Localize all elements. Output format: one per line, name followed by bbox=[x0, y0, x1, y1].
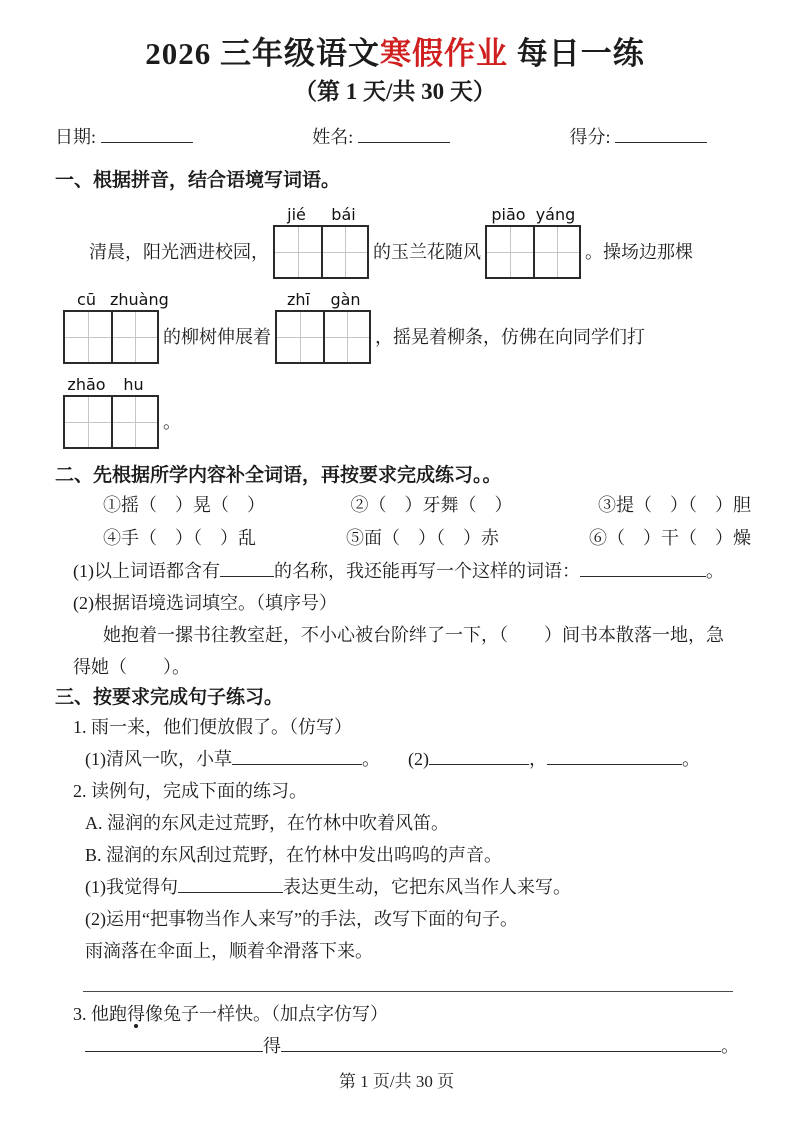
sec3-q2-rewrite-sentence: 雨滴落在伞面上，顺着伞滑落下来。 bbox=[85, 941, 373, 961]
q1-sub1-end: 。 bbox=[362, 749, 380, 769]
pinyin-syllable: bái bbox=[331, 205, 356, 224]
sec3-q2-sub1 bbox=[85, 871, 735, 903]
q3-answer-mid: 得 bbox=[263, 1036, 281, 1056]
name-field bbox=[312, 124, 450, 150]
answer-blank bbox=[232, 750, 362, 765]
sec2-question-2-text: 她抱着一摞书往教室赶，不小心被台阶绊了一下，（ ）间书本散落一地，急 bbox=[103, 625, 724, 645]
writing-cell bbox=[323, 312, 369, 362]
info-row bbox=[55, 124, 735, 150]
name-label: 姓名: bbox=[312, 127, 354, 147]
q3-stem-post: 像兔子一样快。（加点字仿写） bbox=[145, 1004, 388, 1024]
idiom-item: ④手（ ）（ ）乱 bbox=[103, 528, 256, 548]
pinyin-syllable: zhuàng bbox=[110, 290, 169, 309]
q1-part2: 的名称，我还能再写一个这样的词语： bbox=[274, 561, 580, 581]
title-prefix: 2026 三年级语文 bbox=[145, 36, 380, 71]
page-indicator: 第 1 页/共 30 页 bbox=[338, 1072, 455, 1091]
idiom-item: ①摇（ ）晃（ ） bbox=[103, 495, 265, 515]
sec3-q2-stem: 2. 读例句，完成下面的练习。 bbox=[73, 781, 307, 801]
score-label: 得分: bbox=[569, 127, 611, 147]
pinyin-row-2 bbox=[55, 289, 735, 364]
date-blank bbox=[101, 128, 193, 143]
page-title bbox=[55, 34, 735, 74]
q1-sub2-mid: ， bbox=[529, 749, 547, 769]
writing-cell bbox=[65, 397, 111, 447]
q3-dotted-char: 得 bbox=[127, 1004, 145, 1024]
section-one-heading: 一、根据拼音，结合语境写词语。 bbox=[55, 170, 341, 191]
answer-blank bbox=[220, 562, 274, 577]
pinyin-syllable: jié bbox=[287, 205, 306, 224]
row3-text1: 。 bbox=[163, 412, 181, 432]
row2-text2: ，摇晃着柳条，仿佛在向同学们打 bbox=[375, 327, 645, 347]
q1-sub1-pre: (1)清风一吹，小草 bbox=[85, 749, 232, 769]
answer-blank bbox=[178, 878, 283, 893]
title-highlight: 寒假作业 bbox=[380, 36, 508, 71]
pinyin-syllable: piāo bbox=[491, 205, 526, 224]
row2-text1: 的柳树伸展着 bbox=[163, 327, 271, 347]
pinyin-syllable: yáng bbox=[535, 205, 576, 224]
sec3-q2-example-b: B. 湿润的东风刮过荒野，在竹林中发出呜呜的声音。 bbox=[85, 845, 503, 865]
idiom-item: ②（ ）牙舞（ ） bbox=[350, 495, 513, 515]
sec2-question-2-stem: (2)根据语境选词填空。（填序号） bbox=[73, 593, 337, 613]
writing-grid bbox=[63, 395, 159, 449]
answer-blank bbox=[429, 750, 529, 765]
q2-sub1-pre: (1)我觉得句 bbox=[85, 877, 178, 897]
sec3-q1-stem: 1. 雨一来，他们便放假了。（仿写） bbox=[73, 717, 352, 737]
title-suffix: 每日一练 bbox=[508, 36, 645, 71]
idiom-item: ⑥（ ）干（ ）燥 bbox=[589, 528, 751, 548]
writing-cell bbox=[111, 397, 157, 447]
pinyin-syllable: cū bbox=[77, 290, 96, 309]
writing-boxes-cu-zhuang bbox=[63, 289, 169, 364]
writing-boxes-zhao-hu bbox=[63, 374, 159, 449]
pinyin-labels bbox=[485, 204, 581, 225]
pinyin-syllable: hu bbox=[123, 375, 144, 394]
idiom-item: ⑤面（ ）（ ）赤 bbox=[346, 528, 499, 548]
answer-blank bbox=[85, 1037, 263, 1052]
q1-sub2-pre: (2) bbox=[408, 749, 429, 769]
sec3-q2-example-a: A. 湿润的东风走过荒野，在竹林中吹着风笛。 bbox=[85, 813, 449, 833]
writing-boxes-piao-yang bbox=[485, 204, 581, 279]
row1-text3: 。操场边那棵 bbox=[585, 242, 693, 262]
sec3-q3-answer bbox=[85, 1030, 739, 1062]
pinyin-row-3 bbox=[55, 374, 735, 449]
score-blank bbox=[615, 128, 707, 143]
date-field bbox=[55, 124, 193, 150]
q1-part1: (1)以上词语都含有 bbox=[73, 561, 220, 581]
q3-stem-pre: 3. 他跑 bbox=[73, 1004, 127, 1024]
sec3-q3-stem bbox=[73, 998, 735, 1030]
writing-cell bbox=[277, 312, 323, 362]
answer-blank bbox=[547, 750, 682, 765]
answer-line bbox=[83, 991, 733, 992]
writing-cell bbox=[111, 312, 157, 362]
pinyin-labels bbox=[275, 289, 371, 310]
q2-sub1-post: 表达更生动，它把东风当作人来写。 bbox=[283, 877, 571, 897]
sec3-q1-subline bbox=[85, 743, 735, 775]
sec2-question-1 bbox=[73, 555, 735, 587]
score-field bbox=[569, 124, 707, 150]
answer-blank bbox=[281, 1037, 721, 1052]
writing-grid bbox=[63, 310, 159, 364]
writing-boxes-jie-bai bbox=[273, 204, 369, 279]
row1-text2: 的玉兰花随风 bbox=[373, 242, 481, 262]
idiom-row-2 bbox=[103, 522, 751, 555]
row1-text1: 清晨，阳光洒进校园， bbox=[89, 242, 269, 262]
pinyin-labels bbox=[63, 374, 159, 395]
pinyin-syllable: gàn bbox=[330, 290, 361, 309]
writing-grid bbox=[273, 225, 369, 279]
pinyin-labels bbox=[273, 204, 369, 225]
q3-answer-end: 。 bbox=[721, 1036, 739, 1056]
date-label: 日期: bbox=[55, 127, 97, 147]
pinyin-syllable: zhī bbox=[287, 290, 310, 309]
q1-end: 。 bbox=[706, 561, 724, 581]
sec3-q2-sub2: (2)运用“把事物当作人来写”的手法，改写下面的句子。 bbox=[85, 909, 518, 929]
writing-cell bbox=[65, 312, 111, 362]
section-three-heading: 三、按要求完成句子练习。 bbox=[55, 687, 284, 708]
pinyin-row-1 bbox=[55, 204, 735, 279]
writing-cell bbox=[487, 227, 533, 277]
writing-boxes-zhi-gan bbox=[275, 289, 371, 364]
writing-cell bbox=[275, 227, 321, 277]
q1-sub2-end: 。 bbox=[682, 749, 700, 769]
name-blank bbox=[358, 128, 450, 143]
pinyin-syllable: zhāo bbox=[67, 375, 106, 394]
section-two-heading: 二、先根据所学内容补全词语，再按要求完成练习。。 bbox=[55, 465, 502, 486]
idiom-item: ③提（ ）（ ）胆 bbox=[598, 495, 751, 515]
pinyin-labels bbox=[63, 289, 169, 310]
writing-grid bbox=[275, 310, 371, 364]
idiom-row-1 bbox=[103, 489, 751, 522]
sec2-question-2-text-cont: 得她（ ）。 bbox=[73, 657, 190, 677]
writing-cell bbox=[321, 227, 367, 277]
page-subtitle: （第 1 天/共 30 天） bbox=[294, 79, 496, 104]
writing-grid bbox=[485, 225, 581, 279]
answer-blank bbox=[580, 562, 706, 577]
writing-cell bbox=[533, 227, 579, 277]
